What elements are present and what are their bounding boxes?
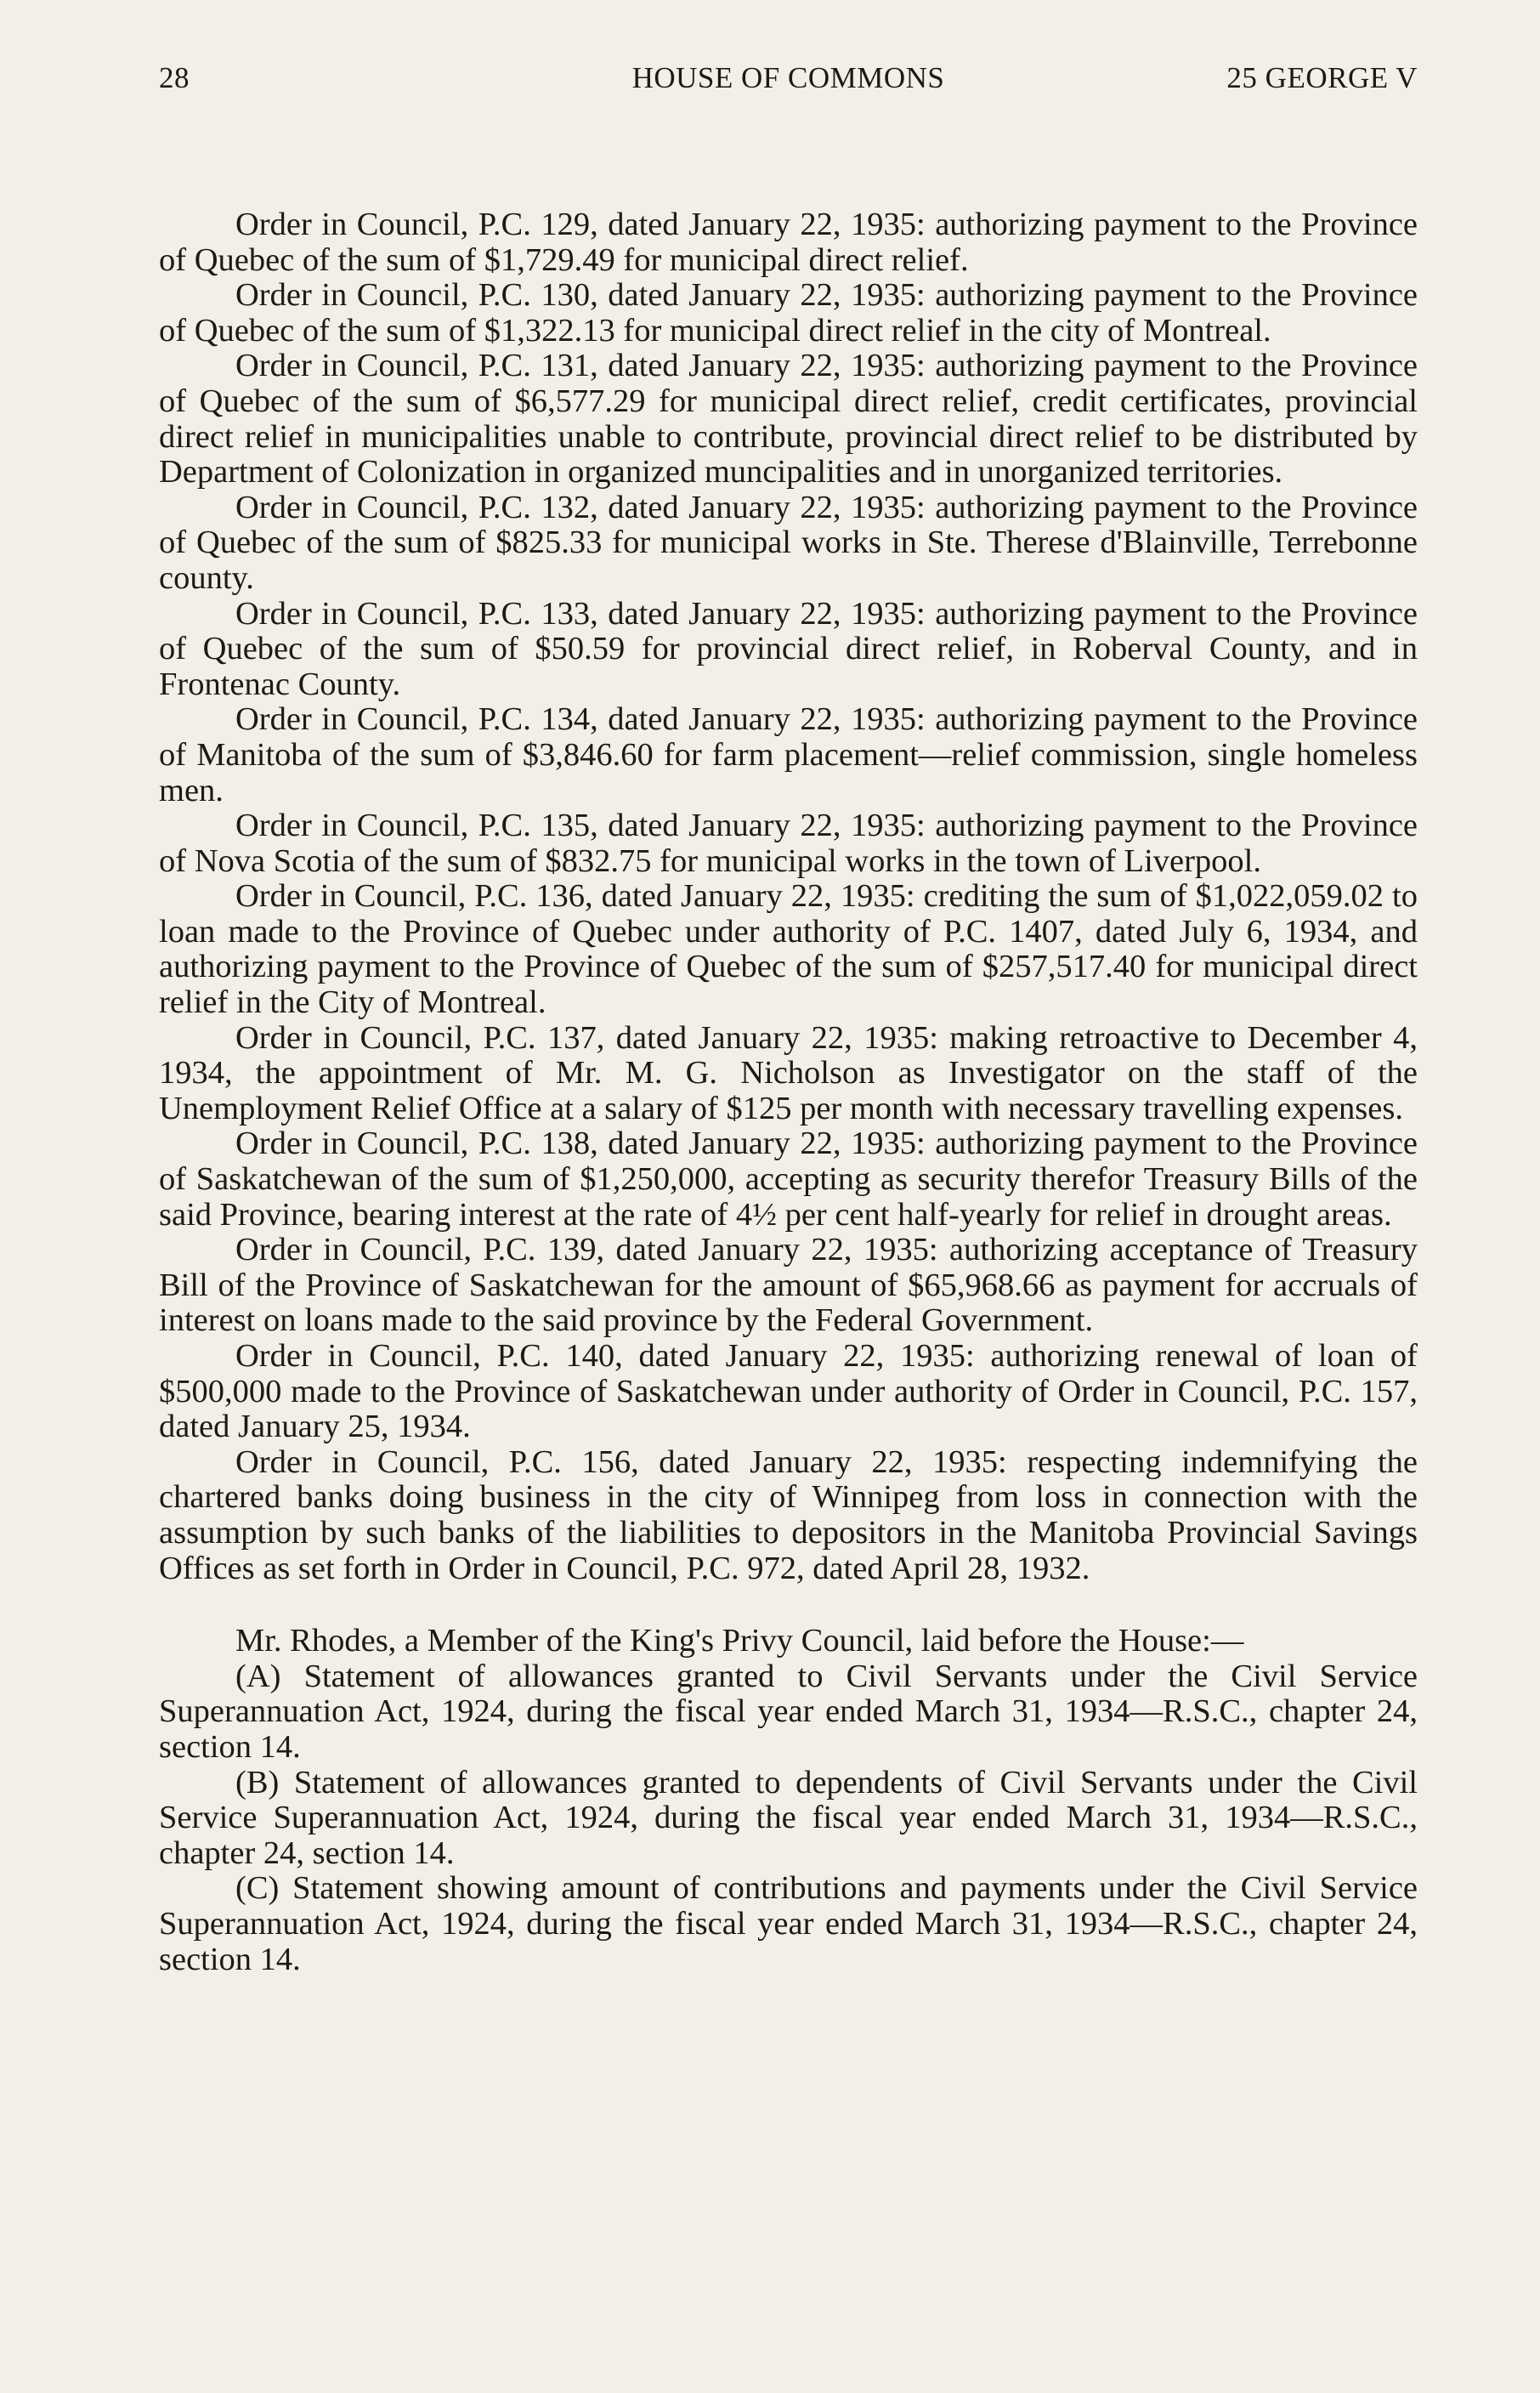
order-in-council-pc-139: Order in Council, P.C. 139, dated January 22, 1935: authorizing acceptance of Treasury Bill of the Province of Saskatchewan for the amount of $65,968.66 as payment for accruals of interest on loans made to the said province by the Federal Government.	[159, 1232, 1418, 1339]
order-in-council-pc-131: Order in Council, P.C. 131, dated January 22, 1935: authorizing payment to the Province of Quebec of the sum of $6,577.29 for municipal direct relief, credit certificates, provincial direct relief in municipalities unable to contribute, provincial direct relief to be distributed by Department of Colonization in organized muncipalities and in unorganized territories.	[159, 348, 1418, 491]
journal-title: HOUSE OF COMMONS	[631, 61, 945, 94]
page-body	[159, 207, 1418, 1977]
order-in-council-pc-130: Order in Council, P.C. 130, dated January 22, 1935: authorizing payment to the Province of Quebec of the sum of $1,322.13 for municipal direct relief in the city of Montreal.	[159, 277, 1418, 349]
order-in-council-pc-140: Order in Council, P.C. 140, dated January 22, 1935: authorizing renewal of loan of $500,000 made to the Province of Saskatchewan under authority of Order in Council, P.C. 157, dated January 25, 1934.	[159, 1338, 1418, 1445]
tabled-statement-b: (B) Statement of allowances granted to dependents of Civil Servants under the Civil Service Superannuation Act, 1924, during the fiscal year ended March 31, 1934—R.S.C., chapter 24, section 14.	[159, 1764, 1418, 1871]
order-in-council-pc-132: Order in Council, P.C. 132, dated January 22, 1935: authorizing payment to the Province of Quebec of the sum of $825.33 for municipal works in Ste. Therese d'Blainville, Terrebonne county.	[159, 489, 1418, 596]
order-in-council-pc-156: Order in Council, P.C. 156, dated January 22, 1935: respecting indemnifying the chartered banks doing business in the city of Winnipeg from loss in connection with the assumption by such banks of the liabilities to depositors in the Manitoba Provincial Savings Offices as set forth in Order in Council, P.C. 972, dated April 28, 1932.	[159, 1443, 1418, 1586]
tabled-statement-c: (C) Statement showing amount of contributions and payments under the Civil Service Superannuation Act, 1924, during the fiscal year ended March 31, 1934—R.S.C., chapter 24, section 14.	[159, 1870, 1418, 1977]
regnal-year: 25 GEORGE V	[1226, 61, 1418, 94]
order-in-council-pc-133: Order in Council, P.C. 133, dated January 22, 1935: authorizing payment to the Province of Quebec of the sum of $50.59 for provincial direct relief, in Roberval County, and in Frontenac County.	[159, 595, 1418, 702]
order-in-council-pc-129: Order in Council, P.C. 129, dated January 22, 1935: authorizing payment to the Province of Quebec of the sum of $1,729.49 for municipal direct relief.	[159, 207, 1418, 278]
order-in-council-pc-134: Order in Council, P.C. 134, dated January 22, 1935: authorizing payment to the Province of Manitoba of the sum of $3,846.60 for farm placement—relief commission, single homeless men.	[159, 701, 1418, 808]
order-in-council-pc-138: Order in Council, P.C. 138, dated January 22, 1935: authorizing payment to the Province of Saskatchewan of the sum of $1,250,000, accepting as security therefor Treasury Bills of the said Province, bearing interest at the rate of 4½ per cent half-yearly for relief in drought areas.	[159, 1126, 1418, 1233]
tabling-intro: Mr. Rhodes, a Member of the King's Privy Council, laid before the House:—	[235, 1623, 1244, 1659]
tabled-statement-a: (A) Statement of allowances granted to Civil Servants under the Civil Service Superannuation Act, 1924, during the fiscal year ended March 31, 1934—R.S.C., chapter 24, section 14.	[159, 1658, 1418, 1765]
order-in-council-pc-137: Order in Council, P.C. 137, dated January 22, 1935: making retroactive to December 4, 1934, the appointment of Mr. M. G. Nicholson as Investigator on the staff of the Unemployment Relief Office at a salary of $125 per month with necessary travelling expenses.	[159, 1019, 1418, 1126]
order-in-council-pc-135: Order in Council, P.C. 135, dated January 22, 1935: authorizing payment to the Province of Nova Scotia of the sum of $832.75 for municipal works in the town of Liverpool.	[159, 808, 1418, 879]
order-in-council-pc-136: Order in Council, P.C. 136, dated January 22, 1935: crediting the sum of $1,022,059.02 to loan made to the Province of Quebec under authority of P.C. 1407, dated July 6, 1934, and authorizing payment to the Province of Quebec of the sum of $257,517.40 for municipal direct relief in the City of Montreal.	[159, 878, 1418, 1021]
page-number: 28	[159, 61, 190, 94]
running-head	[159, 61, 1418, 112]
